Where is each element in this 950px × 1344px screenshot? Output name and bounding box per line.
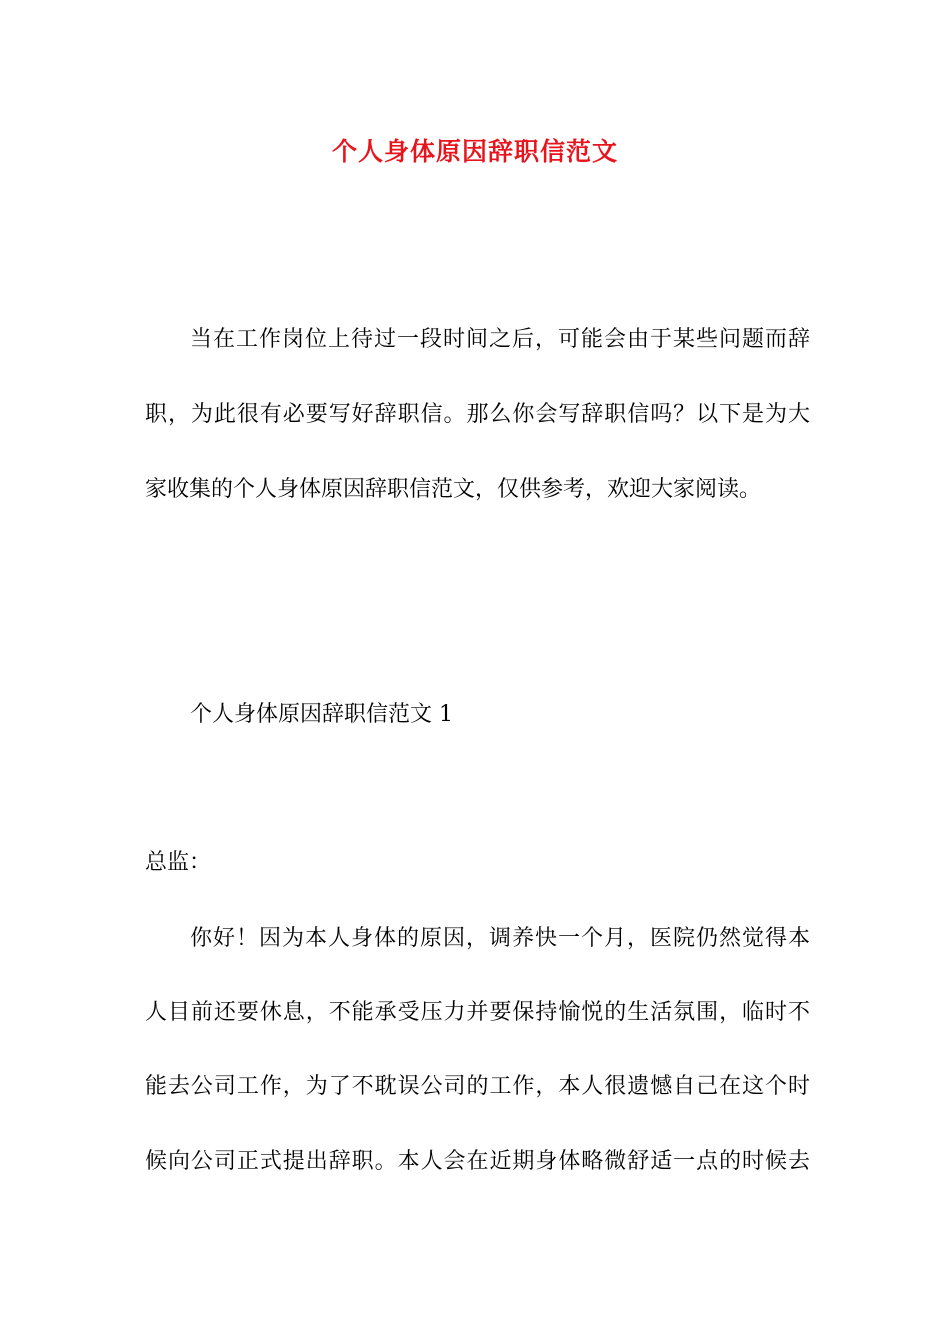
letter-line-4: 候向公司正式提出辞职。本人会在近期身体略微舒适一点的时候去 [145,1149,810,1174]
intro-line-3: 家收集的个人身体原因辞职信范文，仅供参考，欢迎大家阅读。 [145,477,762,502]
intro-line-2: 职，为此很有必要写好辞职信。那么你会写辞职信吗？以下是为大 [145,402,810,427]
intro-line-1: 当在工作岗位上待过一段时间之后，可能会由于某些问题而辞 [190,327,810,352]
salutation: 总监： [145,850,212,875]
section-heading: 个人身体原因辞职信范文 1 [190,702,453,727]
document-title: 个人身体原因辞职信范文 [331,137,618,166]
letter-line-3: 能去公司工作，为了不耽误公司的工作，本人很遗憾自己在这个时 [145,1074,810,1099]
letter-line-2: 人目前还要休息，不能承受压力并要保持愉悦的生活氛围，临时不 [145,1000,810,1025]
letter-line-1: 你好！因为本人身体的原因，调养快一个月，医院仍然觉得本 [190,926,810,951]
